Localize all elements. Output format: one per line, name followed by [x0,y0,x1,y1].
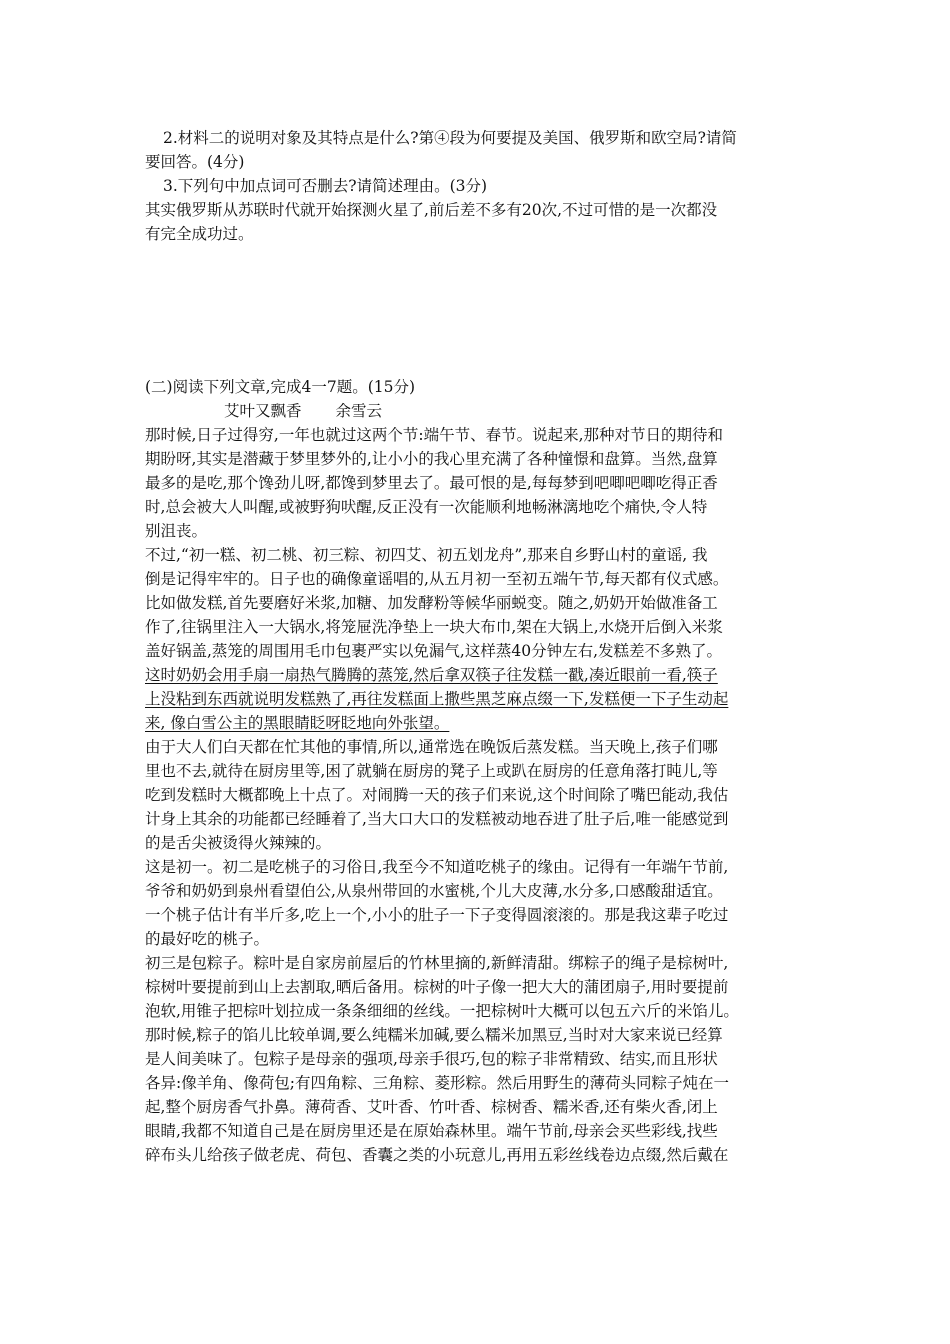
article-line: 由于大人们白天都在忙其他的事情,所以,通常选在晚饭后蒸发糕。当天晚上,孩子们哪 [145,738,718,756]
article-line-underlined: 这时奶奶会用手扇一扇热气腾腾的蒸笼,然后拿双筷子往发糕一戳,凑近眼前一看,筷子 [145,666,718,684]
article-line: 里也不去,就待在厨房里等,困了就躺在厨房的凳子上或趴在厨房的任意角落打盹儿,等 [145,762,718,780]
section-2-heading: (二)阅读下列文章,完成4一7题。(15分) [145,378,416,396]
article-line: 各异:像羊角、像荷包;有四角粽、三角粽、菱形粽。然后用野生的薄荷头同粽子炖在一 [145,1074,729,1092]
article-line-underlined: 来, 像白雪公主的黑眼睛眨呀眨地向外张望。 [145,714,450,732]
article-title: 艾叶又飘香 [224,402,302,420]
article-line: 时,总会被大人叫醒,或被野狗吠醒,反正没有一次能顺利地畅淋漓地吃个痛快,令人特 [145,498,708,516]
article-line: 盖好锅盖,蒸笼的周围用毛巾包裹严实以免漏气,这样蒸40分钟左右,发糕差不多熟了。 [145,642,723,660]
article-line: 棕树叶要提前到山上去割取,晒后备用。棕树的叶子像一把大大的蒲团扇子,用时要提前 [145,978,729,996]
article-line: 计身上其余的功能都已经睡着了,当大口大口的发糕被动地吞进了肚子后,唯一能感觉到 [145,810,729,828]
article-line: 比如做发糕,首先要磨好米浆,加糖、加发酵粉等候华丽蜕变。随之,奶奶开始做准备工 [145,594,718,612]
question-2-line-2: 要回答。(4分) [145,153,245,171]
article-line: 那时候,日子过得穷,一年也就过这两个节:端午节、春节。说起来,那种对节日的期待和 [145,426,724,444]
article-line: 起,整个厨房香气扑鼻。薄荷香、艾叶香、竹叶香、棕树香、糯米香,还有柴火香,闭上 [145,1098,718,1116]
article-line: 眼睛,我都不知道自己是在厨房里还是在原始森林里。端午节前,母亲会买些彩线,找些 [145,1122,718,1140]
article-line: 倒是记得牢牢的。日子也的确像童谣唱的,从五月初一至初五端午节,每天都有仪式感。 [145,570,729,588]
article-line: 的是舌尖被烫得火辣辣的。 [145,834,332,852]
article-line: 吃到发糕时大概都晚上十点了。对闹腾一天的孩子们来说,这个时间除了嘴巴能动,我估 [145,786,729,804]
article-line: 最多的是吃,那个馋劲儿呀,都馋到梦里去了。最可恨的是,每每梦到吧唧吧唧吃得正香 [145,474,718,492]
article-line: 作了,往锅里注入一大锅水,将笼屉洗净垫上一块大布巾,架在大锅上,水烧开后倒入米浆 [145,618,723,636]
article-line: 是人间美味了。包粽子是母亲的强项,母亲手很巧,包的粽子非常精致、结实,而且形状 [145,1050,718,1068]
article-line-underlined: 上没粘到东西就说明发糕熟了,再往发糕面上撒些黑芝麻点缀一下,发糕便一下子生动起 [145,690,729,708]
article-line: 碎布头儿给孩子做老虎、荷包、香囊之类的小玩意儿,再用五彩丝线卷边点缀,然后戴在 [145,1146,729,1164]
article-line: 泡软,用锥子把棕叶划拉成一条条细细的丝线。一把棕树叶大概可以包五六斤的米馅儿。 [145,1002,739,1020]
article-line: 不过,“初一糕、初二桃、初三粽、初四艾、初五划龙舟”,那来自乡野山村的童谣, 我 [145,546,708,564]
question-3-line-1: 3.下列句中加点词可否删去?请简述理由。(3分) [163,177,488,195]
article-line: 期盼呀,其实是潜藏于梦里梦外的,让小小的我心里充满了各种憧憬和盘算。当然,盘算 [145,450,718,468]
article-title-line [224,399,894,423]
article-line: 别沮丧。 [145,522,208,540]
article-line: 初三是包粽子。粽叶是自家房前屋后的竹林里摘的,新鲜清甜。绑粽子的绳子是棕树叶, [145,954,729,972]
article-line: 这是初一。初二是吃桃子的习俗日,我至今不知道吃桃子的缘由。记得有一年端午节前, [145,858,729,876]
question-3-sentence-line-1: 其实俄罗斯从苏联时代就开始探测火星了,前后差不多有20次,不过可惜的是一次都没 [145,201,718,219]
question-3-sentence-line-2: 有完全成功过。 [145,225,254,243]
question-2-line-1: 2.材料二的说明对象及其特点是什么?第④段为何要提及美国、俄罗斯和欧空局?请简 [163,129,737,147]
article-author: 余雪云 [335,402,383,420]
article-line: 爷爷和奶奶到泉州看望伯公,从泉州带回的水蜜桃,个儿大皮薄,水分多,口感酸甜适宜。 [145,882,723,900]
article-line: 一个桃子估计有半斤多,吃上一个,小小的肚子一下子变得圆滚滚的。那是我这辈子吃过 [145,906,729,924]
article-line: 的最好吃的桃子。 [145,930,270,948]
article-line: 那时候,粽子的馅儿比较单调,要么纯糯米加碱,要么糯米加黑豆,当时对大家来说已经算 [145,1026,723,1044]
